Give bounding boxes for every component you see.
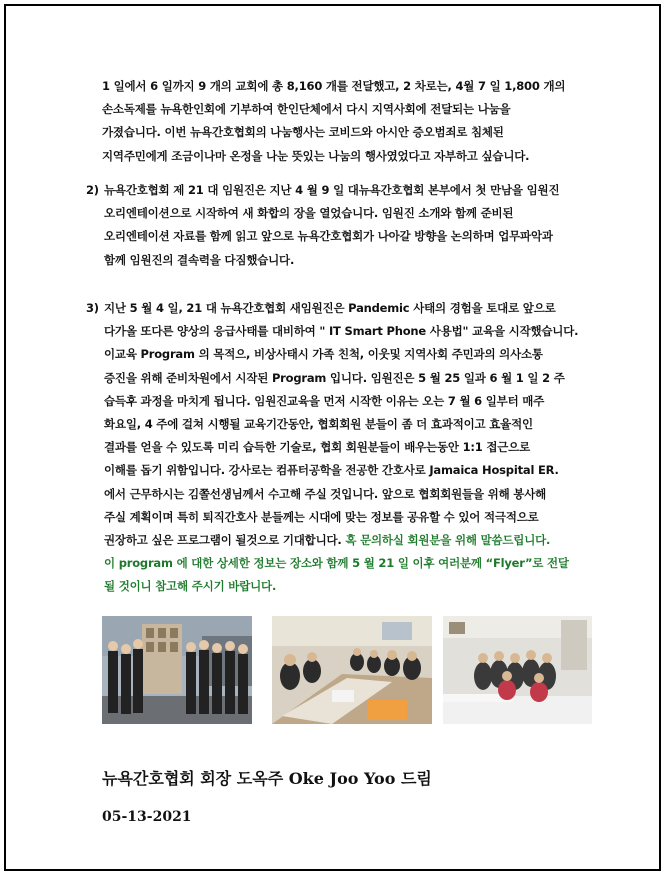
list-item-line (104, 529, 578, 552)
signature-english-name: Oke Joo Yoo (288, 769, 396, 788)
document-date: 05-13-2021 (102, 809, 192, 825)
list-item-line: 증진을 위해 준비차원에서 시작된 Program 입니다. 임원진은 5 월 25 일과 6 월 1 일 2 주 (104, 370, 565, 385)
highlight-line: 이 program 에 대한 상세한 정보는 장소와 함께 5 월 21 일 이후 여러분께 “Flyer”로 전달 (104, 556, 569, 571)
list-item-line: 뉴욕간호협회 제 21 대 임원진은 지난 4 월 9 일 대뉴욕간호협회 본부에서 첫 만남을 임원진 (104, 183, 560, 197)
list-item-line: 결과를 얻을 수 있도록 미리 습득한 기술로, 협회 회원분들이 배우는동안 1:1 접근으로 (104, 440, 531, 455)
list-item-body (104, 297, 578, 599)
list-item-line: 습득후 과정을 마치게 됩니다. 임원진교육을 먼저 시작한 이유는 오는 7 월 6 일부터 매주 (104, 393, 545, 408)
list-item-line: 이교육 Program 의 목적으, 비상사태시 가족 친척, 이웃및 지역사회 주민과의 의사소통 (104, 347, 543, 362)
list-item-text: 권장하고 싶은 프로그램이 될것으로 기대합니다. (104, 533, 342, 548)
photo-classroom-image (272, 616, 432, 724)
highlight-line: 될 것이니 참고해 주시기 바랍니다. (104, 579, 277, 594)
photo-group-outdoor-image (102, 616, 252, 724)
photo-group-indoor (443, 616, 592, 724)
highlight-text: 혹 문의하실 회원분을 위해 말씀드립니다. (341, 533, 551, 548)
paragraph-1-line: 손소독제를 뉴욕한인회에 기부하여 한인단체에서 다시 지역사회에 전달되는 나눔을 (102, 102, 511, 117)
list-item-line: 다가올 또다른 양상의 응급사태를 대비하여 " IT Smart Phone 사용법" 교육을 시작했습니다. (104, 324, 579, 339)
list-item-body (104, 179, 559, 272)
paragraph-1-line: 1 일에서 6 일까지 9 개의 교회에 총 8,160 개를 전달했고, 2 차로는, 4월 7 일 1,800 개의 (102, 79, 566, 93)
list-number: 2) (86, 183, 99, 197)
list-item-line: 지난 5 월 4 일, 21 대 뉴욕간호협회 새임원진은 Pandemic 사태의 경험을 토대로 앞으로 (104, 301, 556, 315)
document-page (4, 4, 661, 871)
paragraph-1-line: 가졌습니다. 이번 뉴욕간호협회의 나눔행사는 코비드와 아시안 증오범죄로 침체된 (102, 125, 504, 140)
list-item-line: 이해를 돕기 위함입니다. 강사로는 컴퓨터공학을 전공한 간호사로 Jamaica Hospital ER. (104, 463, 559, 478)
signature-korean: 뉴욕간호협회 회장 도옥주 (102, 769, 289, 788)
list-number: 3) (86, 301, 99, 315)
paragraph-1 (102, 75, 565, 168)
signature (102, 766, 432, 789)
list-item-line: 화요일, 4 주에 걸쳐 시행될 교육기간동안, 협회회원 분들이 좀 더 효과적이고 효율적인 (104, 417, 533, 432)
photo-group-outdoor (102, 616, 252, 724)
list-item-line: 오리엔테이션으로 시작하여 새 화합의 장을 열었습니다. 임원진 소개와 함께 준비된 (104, 206, 514, 221)
list-item-line: 함께 임원진의 결속력을 다짐했습니다. (104, 252, 295, 267)
list-item-line: 오리엔테이션 자료를 함께 읽고 앞으로 뉴욕간호협회가 나아갈 방향을 논의하며 업무파악과 (104, 229, 553, 244)
list-item-line: 주실 계획이며 특히 퇴직간호사 분들께는 시대에 맞는 정보를 공유할 수 있어 적극적으로 (104, 509, 539, 524)
paragraph-1-line: 지역주민에게 조금이나마 온정을 나눈 뜻있는 나눔의 행사였었다고 자부하고 싶습니다. (102, 148, 530, 163)
photo-classroom (272, 616, 432, 724)
list-item-line: 에서 근무하시는 김쫄선생님께서 수고해 주실 것입니다. 앞으로 협회회원들을 위해 봉사해 (104, 486, 547, 501)
signature-suffix: 드림 (395, 769, 432, 788)
photo-group-indoor-image (443, 616, 592, 724)
